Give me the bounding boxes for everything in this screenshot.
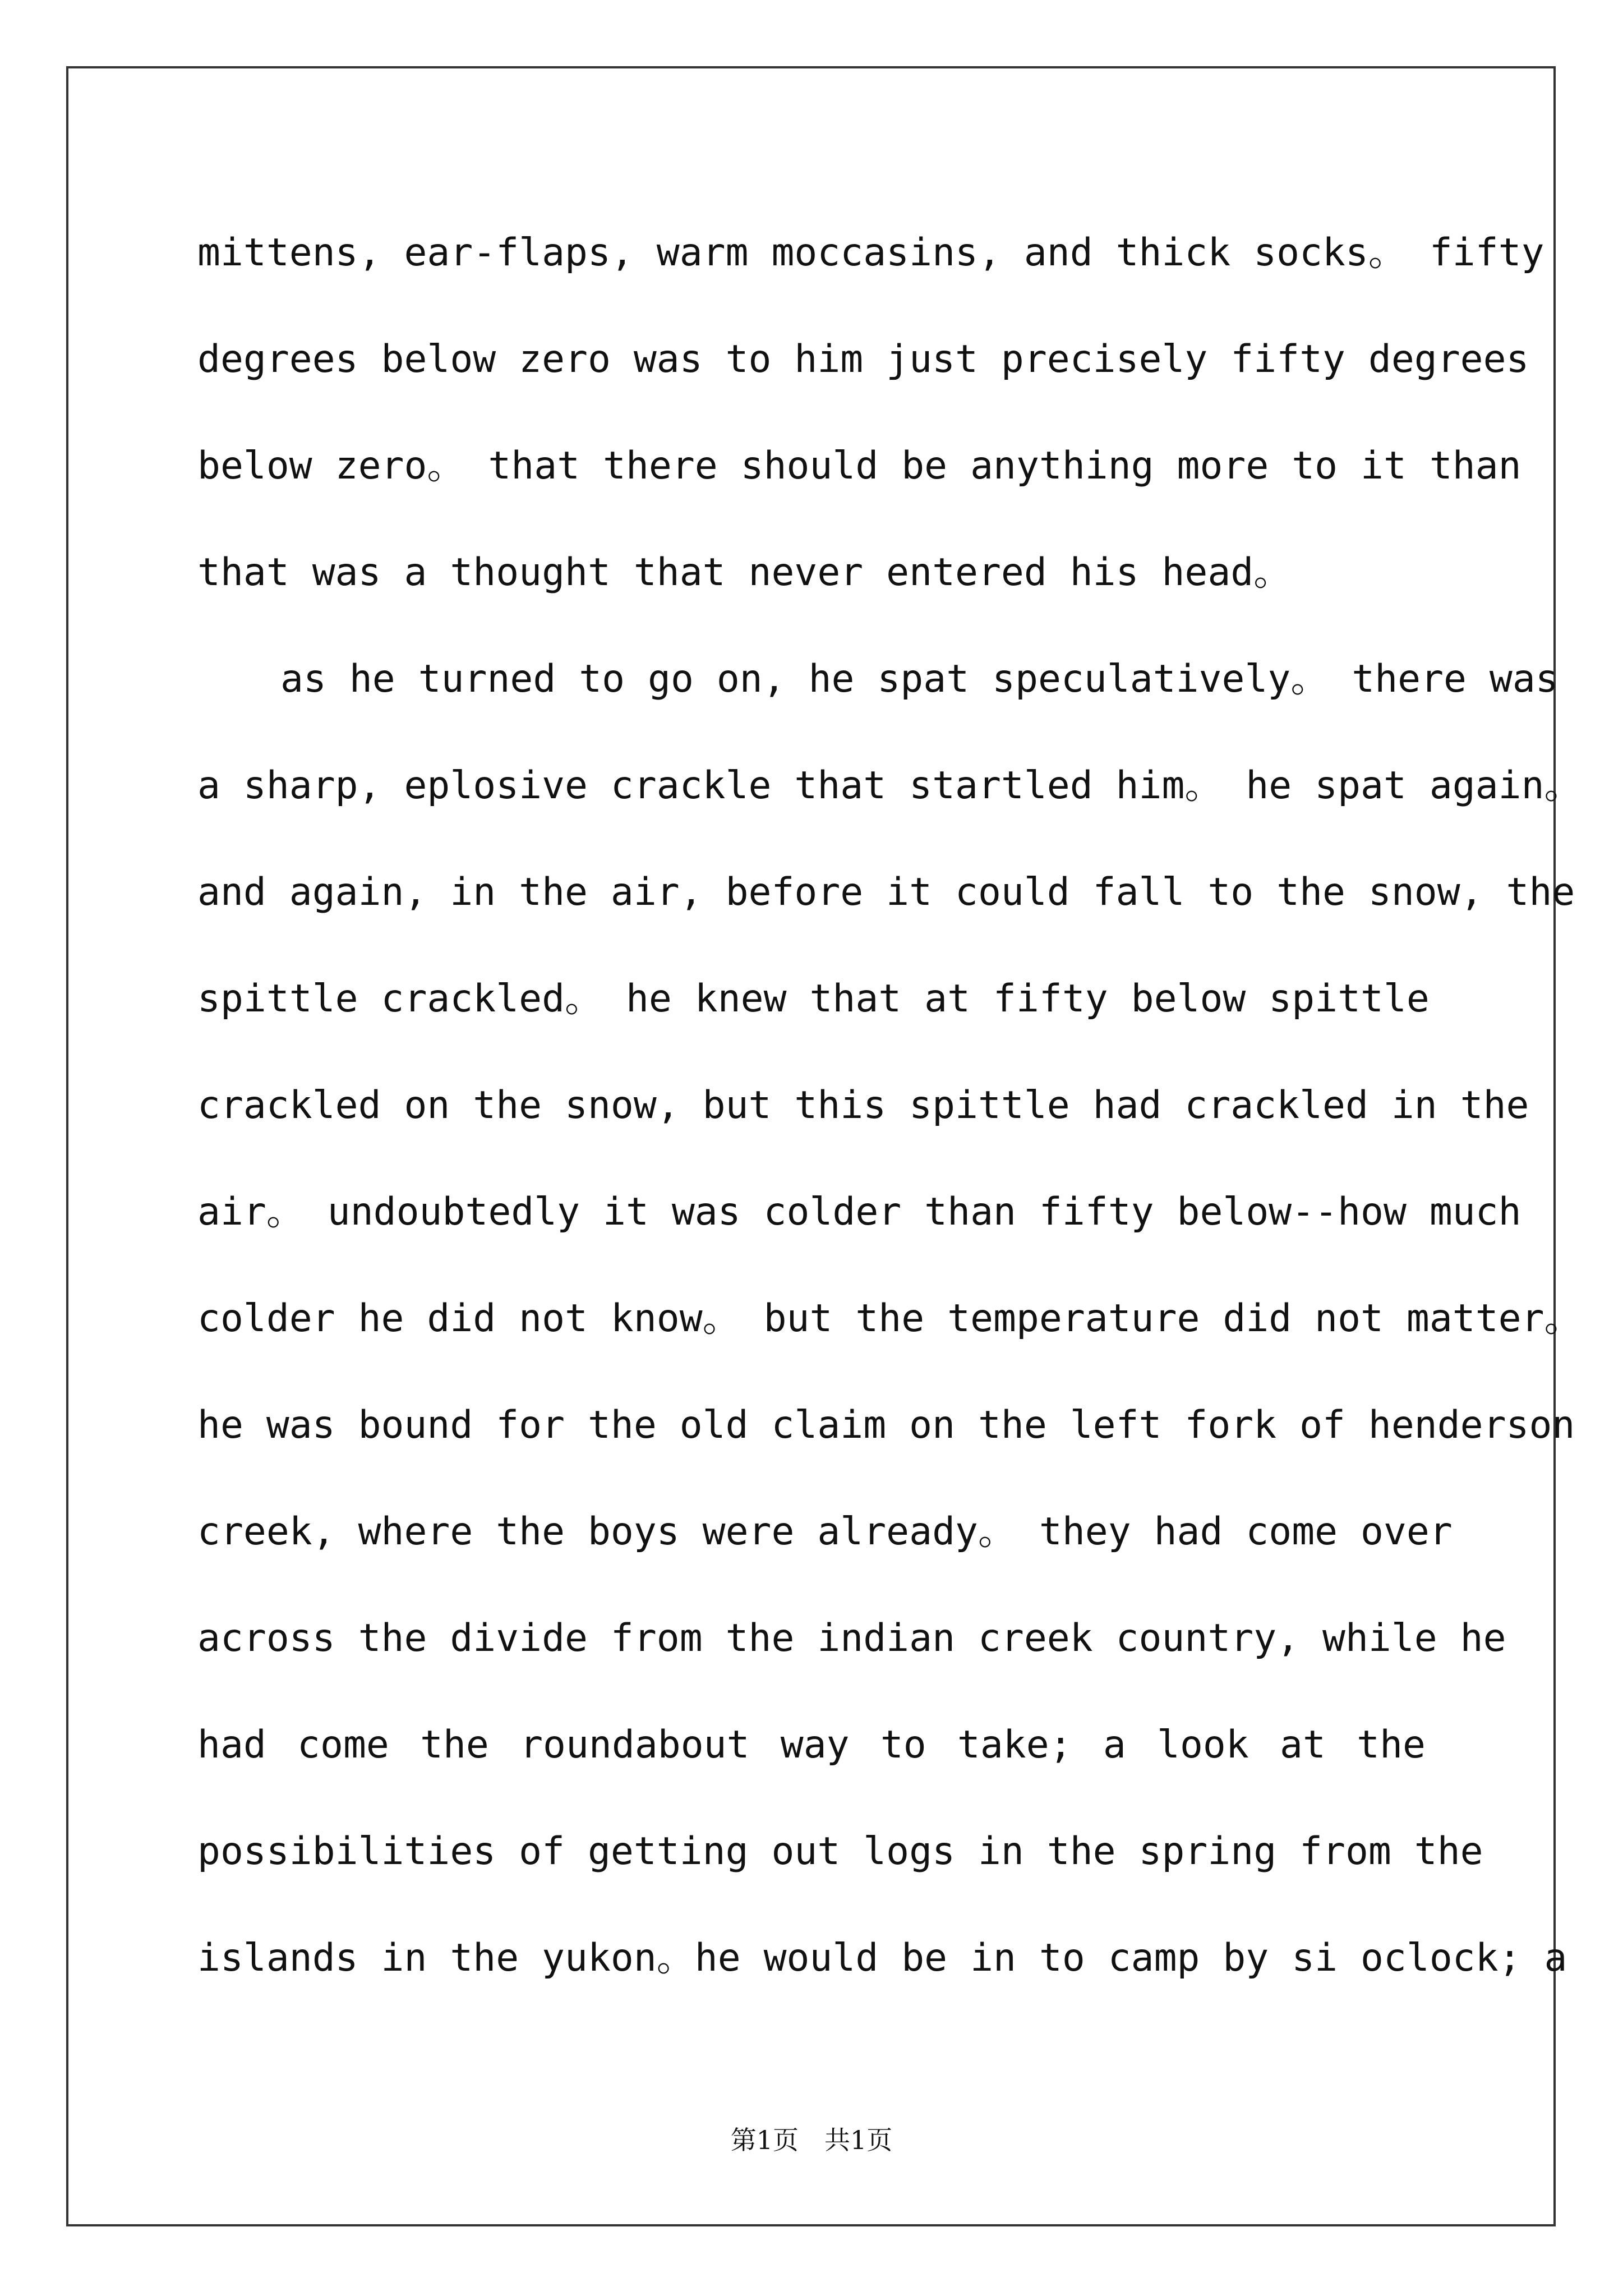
text-line: he was bound for the old claim on the left fork of henderson: [197, 1403, 1575, 1447]
text-line: spittle crackled。 he knew that at fifty below spittle: [197, 977, 1430, 1021]
text-line: below zero。 that there should be anything more to it than: [197, 444, 1521, 488]
text-line: degrees below zero was to him just precisely fifty degrees: [197, 337, 1529, 381]
text-line: crackled on the snow, but this spittle had crackled in the: [197, 1083, 1529, 1128]
text-line: creek, where the boys were already。 they had come over: [197, 1510, 1453, 1554]
paragraph-first-line: as he turned to go on, he spat speculatively。 there was: [280, 657, 1559, 701]
text-line: colder he did not know。 but the temperature did not matter。: [197, 1296, 1583, 1341]
text-line: across the divide from the indian creek country, while he: [197, 1616, 1506, 1660]
text-line: air。 undoubtedly it was colder than fifty below--how much: [197, 1190, 1521, 1234]
text-line: islands in the yukon。he would be in to camp by si oclock; a: [197, 1936, 1567, 1980]
text-line: had come the roundabout way to take; a look at the: [197, 1723, 1426, 1767]
text-line: possibilities of getting out logs in the spring from the: [197, 1829, 1483, 1874]
text-line: and again, in the air, before it could fall to the snow, the: [197, 870, 1575, 914]
page-number-footer: 第1页 共1页: [730, 2125, 893, 2155]
text-line: a sharp, eplosive crackle that startled him。 he spat again。: [197, 763, 1583, 808]
text-line: mittens, ear-flaps, warm moccasins, and thick socks。 fifty: [197, 231, 1544, 275]
text-line: that was a thought that never entered his head。: [197, 550, 1292, 595]
body-text: [197, 211, 1583, 2023]
